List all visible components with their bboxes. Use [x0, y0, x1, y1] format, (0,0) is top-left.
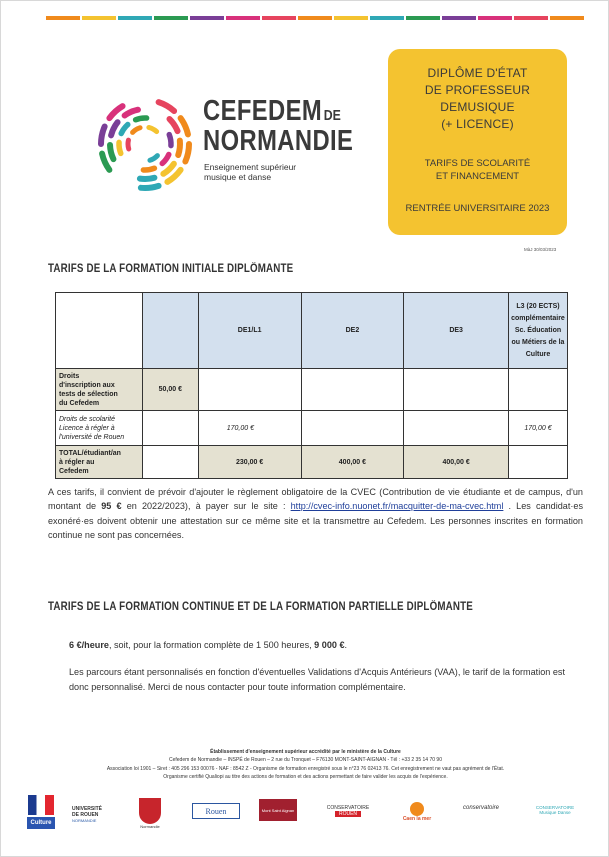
color-bar-segment: [46, 16, 80, 20]
university-logo: UNIVERSITÉ DE ROUEN NORMANDIE: [72, 806, 103, 823]
table-row: [56, 369, 568, 411]
cell-value: 400,00 €: [404, 446, 509, 479]
cell-value: 170,00 €: [508, 411, 567, 446]
cell-value: [404, 369, 509, 411]
conservatoire-musique-danse-logo: CONSERVATOIRE Musique Danse: [535, 805, 575, 815]
rouen-logo: Rouen: [192, 803, 240, 819]
cell-value: [142, 411, 198, 446]
diploma-line4: (+ LICENCE): [441, 117, 514, 131]
color-bar-segment: [190, 16, 224, 20]
cell-value: [301, 369, 404, 411]
color-bar-segment: [334, 16, 368, 20]
color-bar-segment: [82, 16, 116, 20]
logo-ring-arc: [140, 178, 155, 179]
cefedem-logo: [95, 94, 354, 194]
footer-legal: Association loi 1901 – Siret : 405 296 153 00076 - NAF : 8542 Z - Organisme de formation enregistré sous le n°23 76 02413 76. Cet enregistrement ne vaut pas agrément de l'État.: [106, 765, 505, 772]
logo-ring-arc: [111, 122, 117, 135]
logo-ring-arc: [133, 128, 140, 133]
table-header-de1: DE1/L1: [198, 293, 301, 369]
color-bar-segment: [262, 16, 296, 20]
color-bar-segment: [118, 16, 152, 20]
row-label-scolarite: Droits de scolarité Licence à régler à l'université de Rouen: [56, 411, 143, 446]
diploma-title-box: [388, 49, 567, 235]
row-label-total: TOTAL/étudiant/an à régler au Cefedem: [56, 446, 143, 479]
cell-value: [301, 411, 404, 446]
caen-dot-icon: [410, 802, 424, 816]
caen-logo: Caen la mer: [397, 797, 437, 827]
tarifs-table: [55, 292, 568, 479]
color-bar: [46, 16, 584, 20]
table-header-l3: L3 (20 ECTS) complémentaire Sc. Éducation ou Métiers de la Culture: [508, 293, 567, 369]
logo-ring-arc: [101, 127, 105, 144]
color-bar-segment: [154, 16, 188, 20]
cell-value: 400,00 €: [301, 446, 404, 479]
footer-qualiopi: Organisme certifié Qualiopi au titre des actions de formation et des actions permettant de faire valider les acquis de l'expérience.: [163, 773, 448, 780]
region-logo: Normandie: [135, 793, 165, 833]
rentree-label: RENTRÉE UNIVERSITAIRE 2023: [405, 203, 550, 214]
logo-name-de: DE: [323, 107, 341, 124]
logo-ring-arc: [162, 154, 169, 163]
logo-ring-arc: [185, 144, 189, 161]
color-bar-segment: [370, 16, 404, 20]
logo-ring-arc: [178, 141, 180, 155]
logo-ring-arc: [141, 186, 159, 188]
update-date: MàJ 30/03/2023: [524, 247, 557, 252]
color-bar-segment: [406, 16, 440, 20]
cell-value: [142, 446, 198, 479]
logo-ring-arc: [121, 125, 128, 134]
logo-name-line1: CEFEDEM: [203, 95, 323, 127]
logo-ring-arc: [125, 110, 138, 116]
cell-value: [508, 369, 567, 411]
cell-value: [404, 411, 509, 446]
culture-logo-text: Culture: [27, 817, 55, 829]
cvec-paragraph: A ces tarifs, il convient de prévoir d'ajouter le règlement obligatoire de la CVEC (Contribution de vie étudiante et de campus, d'un montant de 95 € en 2022/2023), à payer sur le site : http://cvec-info.nuonet.fr/macquitter-de-ma-cvec.html . Les candidat·es exonéré·es doivent obtenir une attestation sur ce même site et la transmettre au Cefedem. Les personnes inscrites en formation continue ne sont pas concernées.: [48, 487, 583, 540]
cell-value: 230,00 €: [198, 446, 301, 479]
color-bar-segment: [514, 16, 548, 20]
logo-ring-arc: [169, 119, 177, 131]
color-bar-segment: [550, 16, 584, 20]
footer-accreditation: Établissement d'enseignement supérieur accrédité par le ministère de la Culture: [210, 749, 401, 755]
logo-ring-arc: [136, 118, 147, 120]
logo-ring-arc: [110, 145, 113, 159]
logo-ring-arc: [163, 164, 174, 174]
table-header-cell: [142, 293, 198, 369]
diploma-line2: DE PROFESSEUR: [424, 83, 531, 97]
color-bar-segment: [226, 16, 260, 20]
logo-ring-arc: [119, 142, 121, 153]
cell-value: [508, 446, 567, 479]
diploma-line1: DIPLÔME D'ÉTAT: [427, 66, 528, 80]
price-line: 6 €/heure, soit, pour la formation complète de 1 500 heures, 9 000 €.: [69, 640, 348, 650]
vaa-note: Les parcours étant personnalisés en fonction d'éventuelles Validations d'Acquis Antérieurs (VAA), le tarif de la formation est donc personnalisé. Merci de nous contacter pour toute information complémentaire.: [69, 667, 565, 692]
cell-value: [198, 369, 301, 411]
logo-ring-arc: [149, 127, 157, 131]
tarifs-line2: ET FINANCEMENT: [435, 171, 520, 182]
conservatoire-logo: conservatoire: [462, 805, 500, 811]
cell-value: 50,00 €: [142, 369, 198, 411]
logo-rings-icon: [95, 94, 195, 194]
table-header-row: [56, 293, 568, 369]
msa-logo: Mont Saint Aignan: [259, 799, 297, 821]
logo-ring-arc: [159, 102, 175, 111]
cvec-amount: 95 €: [101, 501, 122, 512]
color-bar-segment: [298, 16, 332, 20]
conservatoire-rouen-logo: CONSERVATOIRE ROUEN: [326, 805, 370, 817]
cvec-link[interactable]: http://cvec-info.nuonet.fr/macquitter-de-ma-cvec.html: [290, 501, 504, 512]
table-row: [56, 446, 568, 479]
table-header-cell: [56, 293, 143, 369]
culture-logo: [27, 793, 55, 831]
partner-logos: [27, 791, 587, 836]
cell-value: 170,00 €: [198, 411, 301, 446]
footer: [21, 748, 590, 781]
section-title-continue: TARIFS DE LA FORMATION CONTINUE ET DE LA FORMATION PARTIELLE DIPLÔMANTE: [48, 601, 473, 613]
footer-address: Cefedem de Normandie – INSPÉ de Rouen – 2 rue du Tronquet – F76130 MONT-SAINT-AIGNAN - Tél : +33 2 35 14 70 90: [169, 757, 442, 764]
region-shield-icon: [139, 798, 161, 824]
logo-ring-arc: [128, 140, 129, 149]
logo-subtitle: Enseignement supérieur musique et danse: [204, 162, 297, 182]
logo-ring-arc: [109, 106, 122, 118]
table-row: [56, 411, 568, 446]
row-label-inscription: Droits d'inscription aux tests de sélection du Cefedem: [56, 369, 143, 411]
color-bar-segment: [442, 16, 476, 20]
logo-ring-arc: [102, 154, 109, 170]
table-header-de3: DE3: [404, 293, 509, 369]
tarifs-line1: TARIFS DE SCOLARITÉ: [424, 158, 531, 169]
logo-ring-arc: [150, 156, 157, 161]
table-header-de2: DE2: [301, 293, 404, 369]
logo-ring-arc: [143, 168, 154, 170]
logo-name-line2: NORMANDIE: [203, 125, 354, 157]
logo-ring-arc: [169, 135, 171, 146]
section-title-initiale: TARIFS DE LA FORMATION INITIALE DIPLÔMANTE: [48, 263, 294, 275]
logo-ring-arc: [181, 118, 188, 134]
diploma-line3: DEMUSIQUE: [440, 100, 515, 114]
color-bar-segment: [478, 16, 512, 20]
